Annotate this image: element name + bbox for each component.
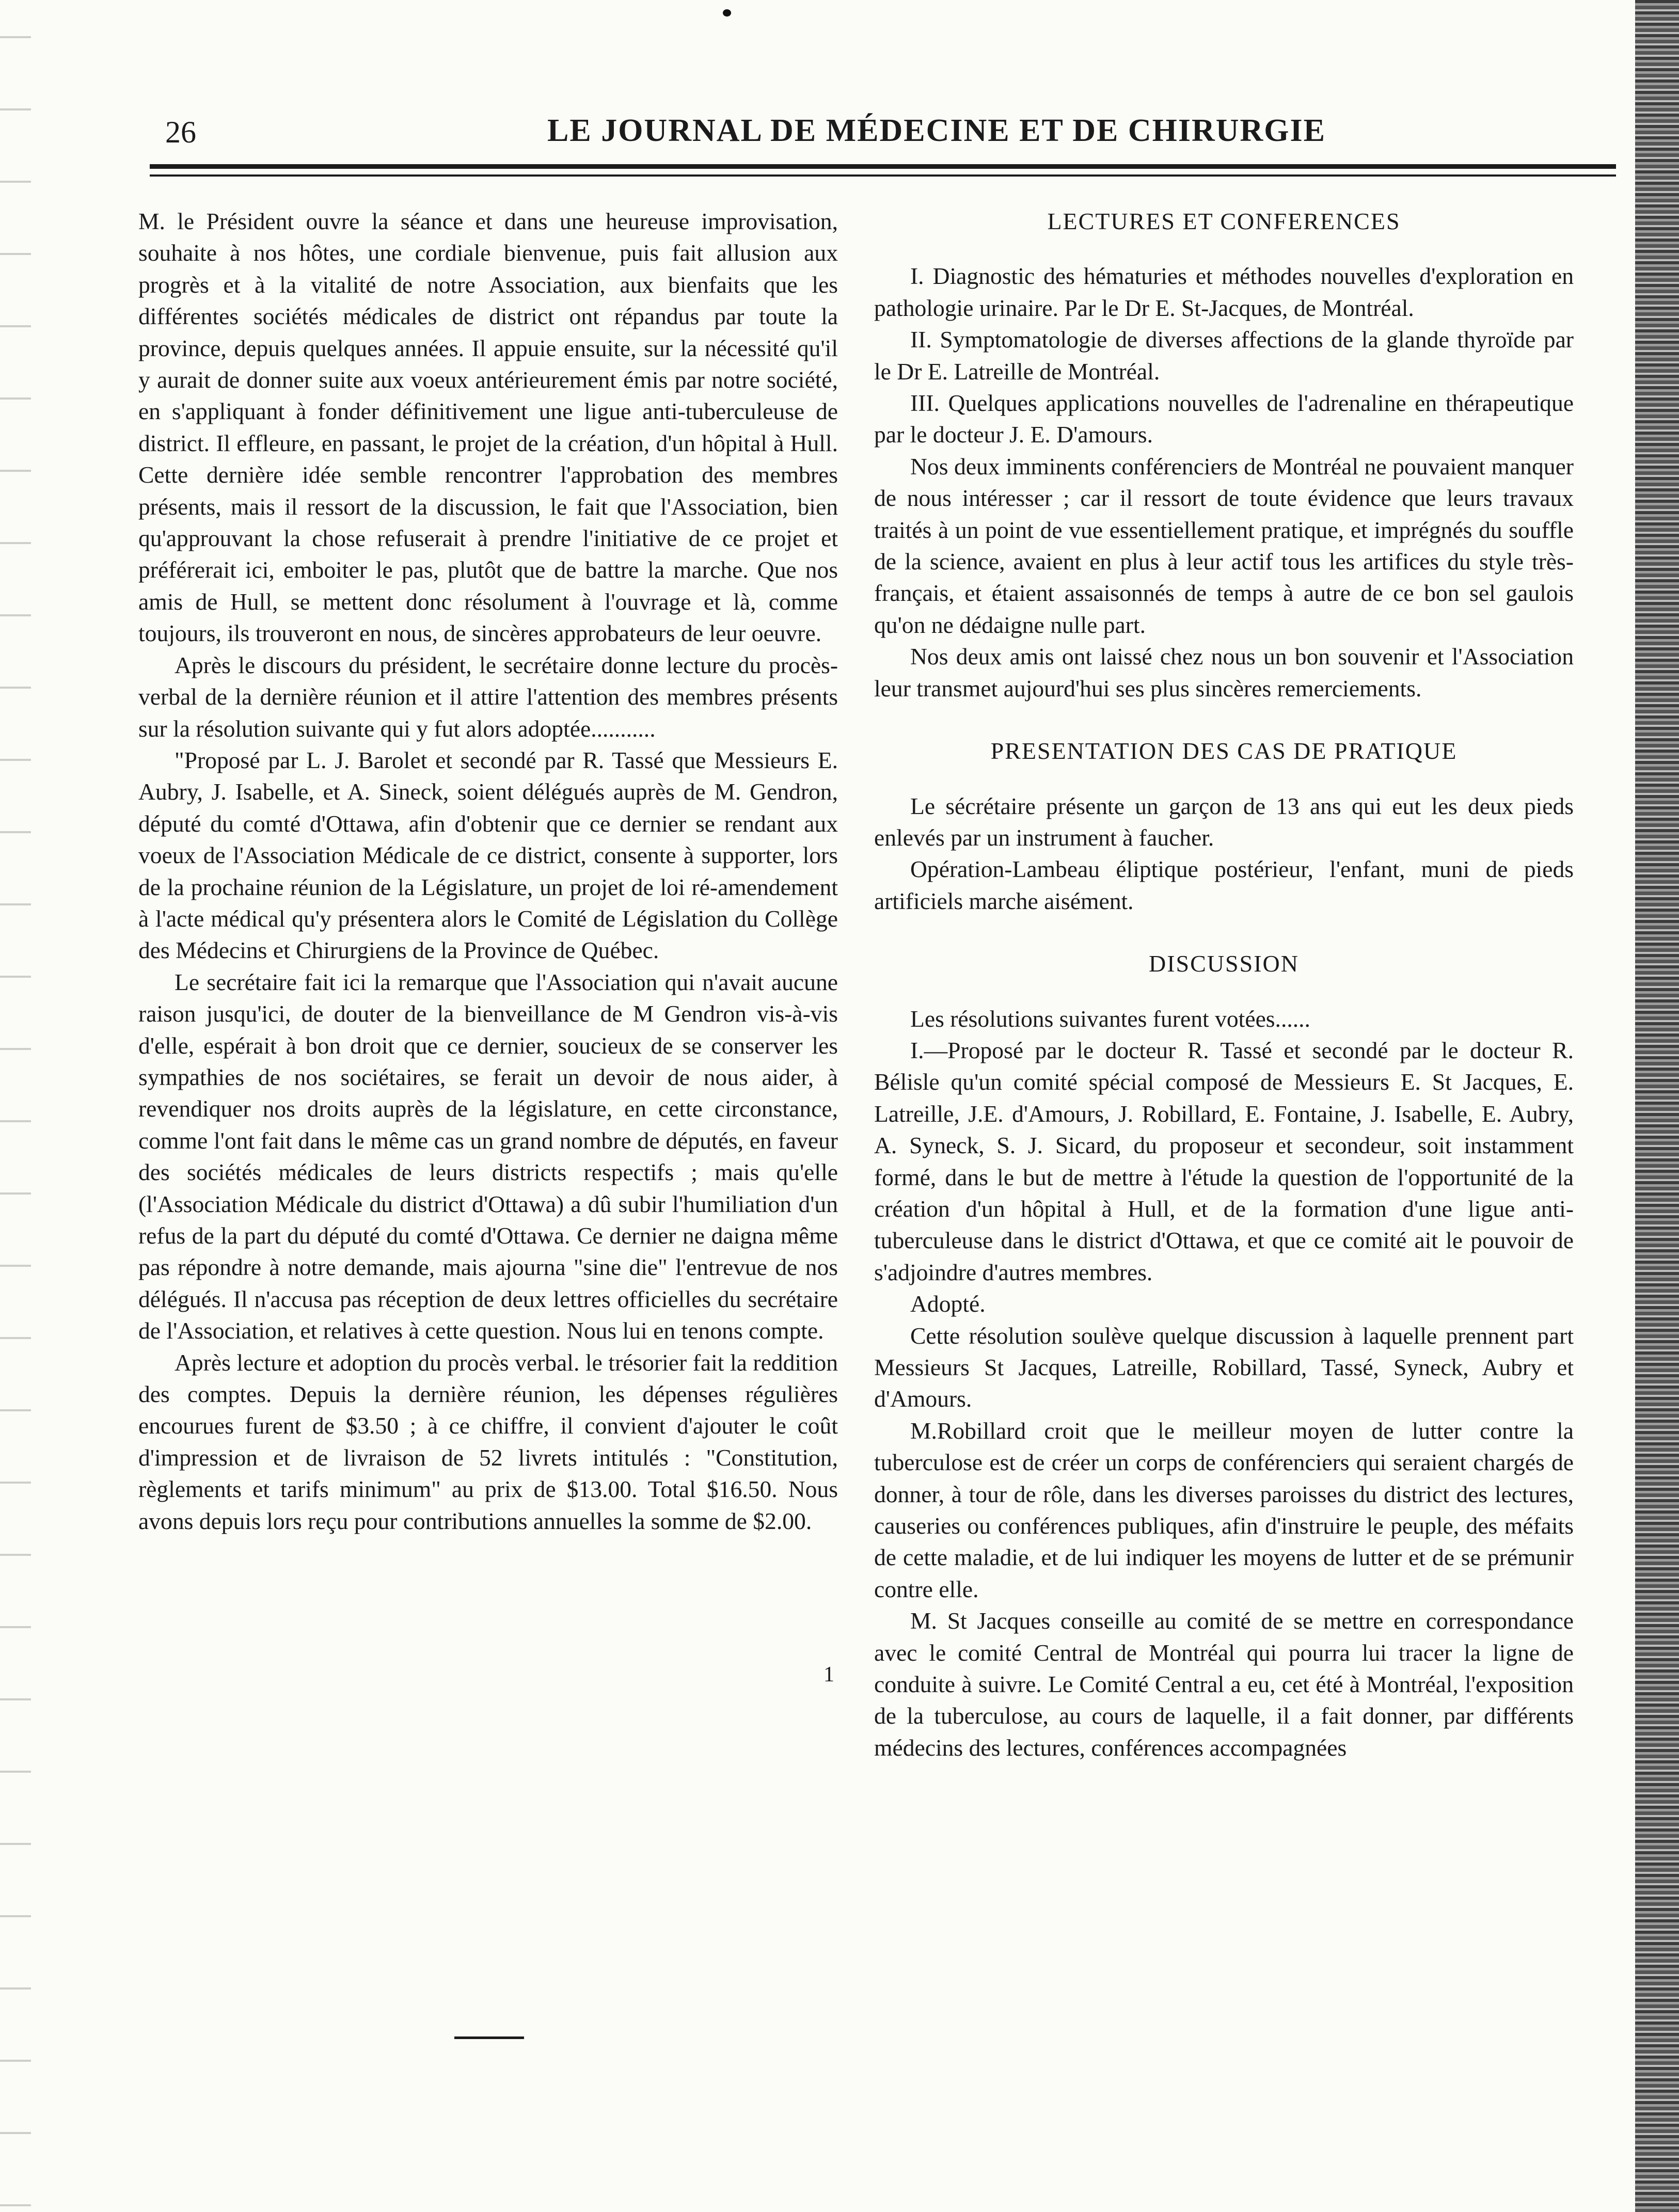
section-end-rule (454, 2036, 524, 2039)
paragraph-resolution-comite: I.—Proposé par le docteur R. Tassé et secondé par le docteur R. Bélisle qu'un comité spécial composé de Messieurs E. St Jacques, E. Latreille, J.E. d'Amours, J. Robillard, E. Fontaine, J. Isabelle, E. Aubry, A. Syneck, S. J. Sicard, du proposeur et secondeur, soit instamment formé, dans le but de mettre à l'étude la question de l'opportunité de la création d'un hôpital à Hull, et de la formation d'une ligue anti-tuberculeuse dans le district d'Ottawa, et que ce comité ait le pouvoir de s'adjoindre d'autres membres. (874, 1037, 1574, 1285)
paragraph-st-jacques: M. St Jacques conseille au comité de se mettre en correspondance avec le comité Central de Montréal qui pourra lui tracer la ligne de conduite à suivre. Le Comité Central a eu, cet été à Montréal, l'exposition de la tuberculose, au cours de laquelle, il a fait donner, par différents médecins des lectures, conférences accompagnées (874, 1608, 1574, 1761)
left-column (138, 205, 838, 1537)
running-title: LE JOURNAL DE MÉDECINE ET DE CHIRURGIE (547, 113, 1326, 148)
lecture-item: I. Diagnostic des hématuries et méthodes nouvelles d'exploration en pathologie urinaire. Par le Dr E. St-Jacques, de Montréal. (874, 263, 1574, 321)
paragraph-discours: Après le discours du président, le secrétaire donne lecture du procès-verbal de la dernière réunion et il attire l'attention des membres présents sur la résolution suivante qui y fut alors adoptée........... (138, 651, 838, 742)
paragraph-president: M. le Président ouvre la séance et dans une heureuse improvisation, souhaite à nos hôtes, une cordiale bienvenue, puis fait allusion aux progrès et à la vitalité de notre Association, aux bienfaits que les différentes sociétés médicales de district ont répandus par toute la province, depuis quelques années. Il appuie ensuite, sur la nécessité qu'il y aurait de donner suite aux voeux antérieurement émis par notre société, en s'appliquant à fonder définitivement une ligue anti-tuberculeuse de district. Il effleure, en passant, le projet de la création, d'un hôpital à Hull. Cette dernière idée semble rencontrer l'approbation des membres présents, mais il ressort de la discussion, le fait que l'Association, bien qu'approuvant la chose refuserait à prendre l'initiative de ce projet et préférerait ici, emboiter le pas, plutôt que de battre la marche. Que nos amis de Hull, se mettent donc résolument à l'ouvrage et là, comme toujours, ils trouveront en nous, de sincères approbateurs de leur oeuvre. (138, 208, 838, 647)
paragraph-adopte: Adopté. (910, 1291, 986, 1317)
paragraph-votees: Les résolutions suivantes furent votées...... (910, 1005, 1310, 1032)
paragraph-cas: Le sécrétaire présente un garçon de 13 ans qui eut les deux pieds enlevés par un instrument à faucher. (874, 792, 1574, 851)
paragraph-remarque: Le secrétaire fait ici la remarque que l'Association qui n'avait aucune raison jusqu'ici, de douter de la bienveillance de M Gendron vis-à-vis d'elle, espérait à bon droit que ce dernier, soucieux de se conserver les sympathies de nos sociétaires, se ferait un devoir de nous aider, à revendiquer nos droits auprès de la législature, en cette circonstance, comme l'ont fait dans le même cas un grand nombre de députés, en faveur des sociétés médicales de leurs districts respectifs ; mais qu'elle (l'Association Médicale du district d'Ottawa) a dû subir l'humiliation d'un refus de la part du député du comté d'Ottawa. Ce dernier ne daigna même pas répondre à notre demande, mais ajourna "sine die" l'entrevue de nos délégués. Il n'accusa pas réception de deux lettres officielles du secrétaire de l'Association, et relatives à cette question. Nous lui en tenons compte. (138, 968, 838, 1344)
right-column (874, 205, 1574, 1763)
page-number: 26 (165, 115, 196, 149)
lecture-item: III. Quelques applications nouvelles de l'adrenaline en thérapeutique par le docteur J. E. D'amours. (874, 390, 1574, 448)
paragraph-resolution: "Proposé par L. J. Barolet et secondé par R. Tassé que Messieurs E. Aubry, J. Isabelle, et A. Sineck, soient délégués auprès de M. Gendron, député du comté d'Ottawa, afin d'obtenir que ce dernier se rendant aux voeux de l'Association Médicale de ce district, consente à supporter, lors de la prochaine réunion de la Législature, un projet de loi ré-amendement à l'acte médical qu'y présentera alors le Comité de Législation du Collège des Médecins et Chirurgiens de la Province de Québec. (138, 746, 838, 964)
heading-cas-pratique: PRESENTATION DES CAS DE PRATIQUE (990, 738, 1458, 765)
heading-discussion: DISCUSSION (1149, 950, 1299, 977)
heading-lectures: LECTURES ET CONFERENCES (1047, 208, 1401, 234)
header-rule-thick (150, 164, 1616, 169)
paragraph-remerciements: Nos deux amis ont laissé chez nous un bon souvenir et l'Association leur transmet aujourd'hui ses plus sincères remerciements. (874, 643, 1574, 702)
footnote-marker: 1 (823, 1663, 834, 1686)
paragraph-robillard: M.Robillard croit que le meilleur moyen de lutter contre la tuberculose est de créer un corps de conférenciers qui seraient chargés de donner, à tour de rôle, dans les diverses paroisses du district des lectures, causeries ou conférences publiques, afin d'instruire le peuple, des méfaits de cette maladie, et de lui indiquer les moyens de lutter et de se prémunir contre elle. (874, 1417, 1574, 1602)
paragraph-participants: Cette résolution soulève quelque discussion à laquelle prennent part Messieurs St Jacques, Latreille, Robillard, Tassé, Syneck, Aubry et d'Amours. (874, 1322, 1574, 1412)
lecture-item: II. Symptomatologie de diverses affections de la glande thyroïde par le Dr E. Latreille de Montréal. (874, 326, 1574, 385)
paragraph-operation: Opération-Lambeau éliptique postérieur, l'enfant, muni de pieds artificiels marche aisément. (874, 856, 1574, 914)
scan-edge-right (1635, 0, 1679, 2212)
ink-speck (723, 9, 731, 17)
scan-edge-left (0, 0, 31, 2212)
paragraph-tresorier: Après lecture et adoption du procès verbal. le trésorier fait la reddition des comptes. Depuis la dernière réunion, les dépenses régulières encourues furent de $3.50 ; à ce chiffre, il convient d'ajouter le coût d'impression et de livraison de 52 livrets intitulés : "Constitution, règlements et tarifs minimum" au prix de $13.00. Total $16.50. Nous avons depuis lors reçu pour contributions annuelles la somme de $2.00. (138, 1349, 838, 1534)
header-rule-thin (150, 174, 1616, 177)
paragraph-conferenciers: Nos deux imminents conférenciers de Montréal ne pouvaient manquer de nous intéresser ; car il ressort de toute évidence que leurs travaux traités à un point de vue essentiellement pratique, et imprégnés du souffle de la science, avaient en plus à leur actif tous les artifices du style très-français, et étaient assaisonnés de temps à autre de ce bon sel gaulois qu'on ne dédaigne nulle part. (874, 453, 1574, 638)
